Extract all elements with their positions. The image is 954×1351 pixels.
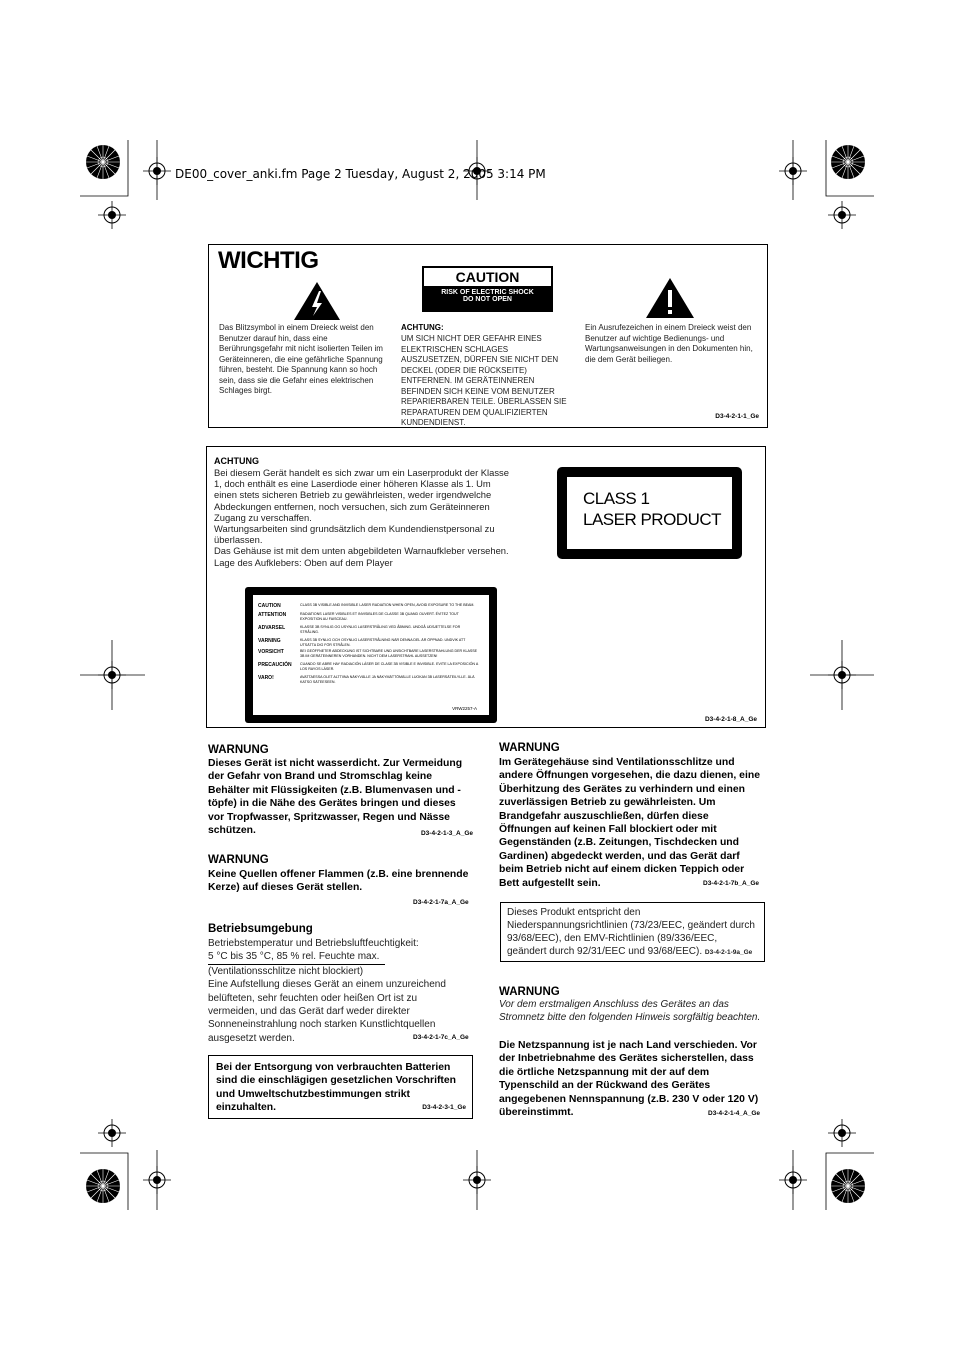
caution-label-sub1: RISK OF ELECTRIC SHOCK: [441, 289, 534, 296]
warnung-3-heading: WARNUNG: [499, 742, 560, 754]
warnung-1-code: D3-4-2-1-3_A_Ge: [420, 830, 473, 838]
warnung-3-code: D3-4-2-1-7b_A_Ge: [703, 880, 759, 887]
battery-box: [208, 1055, 473, 1119]
warnung-2-text: Keine Quellen offener Flammen (z.B. eine brennende Kerze) auf dieses Gerät stellen.: [208, 869, 469, 894]
class1-label: [557, 467, 742, 559]
star-mark-top-right: [831, 145, 865, 179]
lightning-explanation: Das Blitzsymbol in einem Dreieck weist den Benutzer darauf hin, dass eine Berührungsgefahr mit nicht isolierten Teilen im Geräteinneren, die eine gefährliche Spannung führen, besteht. Die Spannung kann so hoch sein, dass sie die Gefahr eines elektrischen Schlages birgt.: [219, 323, 383, 395]
warnung-2-heading: WARNUNG: [208, 854, 269, 866]
sticker-line: RADIATIONS LASER VISIBLES ET INVISIBLES DE CLASSE 3B QUAND OUVERT. ÉVITEZ TOUT EXPOSITION AU FAISCEAU.: [300, 612, 459, 621]
star-mark-top-left: [86, 145, 120, 179]
ec-code: D3-4-2-1-9a_Ge: [704, 949, 753, 956]
class1-line1: CLASS 1: [583, 489, 650, 508]
laser-text-4: Lage des Aufklebers: Oben auf dem Player: [214, 556, 393, 568]
ec-text: [507, 906, 759, 959]
sticker-line: KLASS 3B SYNLIG OCH OSYNLIG LASERSTRÅLNING NÄR DENNA DEL ÄR ÖPPNAD. UNDVIK ATT UTSÄTTA DIG FÖR STRÅLEN.: [300, 638, 466, 647]
warnung-1-body: Dieses Gerät ist nicht wasserdicht. Zur Vermeidung der Gefahr von Brand und Stromschlag keine Behälter mit Flüssigkeiten (z.B. Blumenvasen und -töpfe) in die Nähe des Gerätes bringen und dieses vor Tropfwasser, Spritzwasser, Regen und Nässe schützen.: [208, 758, 463, 837]
env-line-3: (Ventilationsschlitze nicht blockiert): [208, 965, 364, 977]
warnung-2-code: D3-4-2-1-7a_A_Ge: [413, 899, 469, 906]
warning-sticker: [245, 587, 497, 723]
exclamation-explanation: Ein Ausrufezeichen in einem Dreieck weist den Benutzer auf wichtige Bedienungs- und Wartungsanweisungen in den Dokumenten hin, die dem Gerät beiliegen.: [585, 323, 753, 364]
laser-code: D3-4-2-1-8_A_Ge: [704, 716, 757, 723]
warnung-4-italic: Vor dem erstmaligen Anschluss des Gerätes an das Stromnetz bitte den folgenden Hinweis sorgfältig beachten.: [499, 999, 761, 1023]
star-mark-bottom-left: [86, 1169, 120, 1203]
sticker-line: BEI GEÖFFNETER ABDECKUNG IST SICHTBARE UND UNSICHTBARE LASERSTRAHLUNG DER KLASSE 3B IM GERÄTEINNEREN VORHANDEN. NICHT DEM LASERSTRAHL AUSSETZEN!: [300, 649, 478, 658]
caution-label-sub2: DO NOT OPEN: [462, 296, 512, 303]
env-code: D3-4-2-1-7c_A_Ge: [413, 1034, 469, 1041]
sticker-word: CAUTION: [258, 603, 281, 609]
file-header: DE00_cover_anki.fm Page 2 Tuesday, August 2, 2005 3:14 PM: [175, 167, 546, 181]
warnung-1-heading: WARNUNG: [208, 744, 269, 756]
caution-label-title: CAUTION: [424, 268, 551, 286]
sticker-word: ADVARSEL: [258, 625, 286, 631]
warnung-4-code: D3-4-2-1-4_A_Ge: [708, 1110, 761, 1117]
env-line-2: 5 °C bis 35 °C, 85 % rel. Feuchte max.: [208, 950, 385, 964]
sticker-word: VARO!: [258, 675, 274, 681]
warnung-4-heading: WARNUNG: [499, 986, 560, 998]
sticker-word: VORSICHT: [258, 649, 284, 655]
sticker-line: KLASSE 3B SYNLIG OG USYNLIG LASERSTRÅLING VED ÅBNING. UNDGÅ UDSÆTTELSE FOR STRÅLING.: [300, 625, 461, 634]
sticker-word: PRECAUCIÓN: [258, 662, 292, 668]
sticker-line: CLASS 3B VISIBLE AND INVISIBLE LASER RADIATION WHEN OPEN, AVOID EXPOSURE TO THE BEAM.: [300, 603, 475, 607]
ec-text-body: Dieses Produkt entspricht den Niederspannungsrichtlinien (73/23/EEC, geändert durch 93/68/EEC), den EMV-Richtlinien (89/336/EEC, geändert durch 92/31/EEC und 93/68/EEC).: [507, 907, 755, 957]
sticker-word: VARNING: [258, 638, 281, 644]
sticker-code: VRW2257-A: [452, 706, 477, 711]
class1-line2: LASER PRODUCT: [583, 510, 722, 529]
warnung-1-text: [208, 757, 473, 840]
laser-text-2: Wartungsarbeiten sind grundsätzlich dem Kundendienstpersonal zu überlassen.: [214, 523, 495, 546]
achtung-heading: ACHTUNG:: [401, 323, 444, 332]
warnung-4-text: Die Netzspannung ist je nach Land verschieden. Vor der Inbetriebnahme des Gerätes sicherstellen, dass die örtliche Netzspannung mit der auf dem Typenschild an der Rückwand des Gerätes angegebenen Nennspannung (z.B. 230 V oder 120 V) übereinstimmt.: [499, 1040, 759, 1119]
sticker-line: CUANDO SE ABRE HAY RADIACIÓN LÁSER DE CLASE 3B VISIBLE E INVISIBLE. EVITE LA EXPOSICIÓN A LOS RAYOS LÁSER.: [300, 662, 479, 671]
battery-text: Bei der Entsorgung von verbrauchten Batterien sind die einschlägigen gesetzlichen Vorschriften und Umweltschutzbestimmungen strikt einzuhalten.: [216, 1062, 457, 1114]
laser-text-3: Das Gehäuse ist mit dem unten abgebildeten Warnaufkleber versehen.: [214, 545, 509, 557]
star-mark-bottom-right: [831, 1169, 865, 1203]
achtung-text: UM SICH NICHT DER GEFAHR EINES ELEKTRISCHEN SCHLAGES AUSZUSETZEN, DÜRFEN SIE NICHT DEN DECKEL (ODER DIE RÜCKSEITE) ENTFERNEN. IM GERÄTEINNEREN BEFINDEN SICH KEINE VOM BENUTZER REPARIERBAREN TEILE. ÜBERLASSEN SIE REPARATUREN DEM QUALIFIZIERTEN KUNDENDIENST.: [401, 334, 567, 427]
ec-box: [500, 902, 765, 962]
caution-label: [422, 266, 553, 312]
sticker-word: ATTENTION: [258, 612, 287, 618]
env-block: [208, 937, 473, 1045]
env-line-1: Betriebstemperatur und Betriebsluftfeuchtigkeit:: [208, 938, 419, 949]
wichtig-code: D3-4-2-1-1_Ge: [715, 413, 759, 420]
env-text: Eine Aufstellung dieses Gerät an einem unzureichend belüfteten, sehr feuchten oder heißen Ort ist zu vermeiden, und das Gerät darf weder direkter Sonneneinstrahlung noch starken Kunstlichtquellen ausgesetzt werden.: [208, 979, 446, 1044]
wichtig-box: [208, 244, 768, 428]
laser-text-block: [214, 467, 514, 568]
warnung-3-text: Im Gerätegehäuse sind Ventilationsschlitze und andere Öffnungen vorgesehen, die dazu dienen, eine Überhitzung des Gerätes zu verhindern und einen zuverlässigen Betrieb zu gewährleisten. Um Brandgefahr auszuschließen, dürfen diese Öffnungen auf keinen Fall blockiert oder mit Gegenständen (z.B. Zeitungen, Tischdecken und Gardinen) abgedeckt werden, und das Gerät darf beim Betrieb nicht auf einem dicken Teppich oder Bett aufgestellt sein.: [499, 757, 760, 889]
exclamation-warning-icon: [645, 277, 695, 319]
wichtig-title: WICHTIG: [218, 247, 319, 274]
laser-text: Bei diesem Gerät handelt es sich zwar um ein Laserprodukt der Klasse 1, doch enthält es eine Laserdiode einer höheren Klasse als 1. Um einen stets sicheren Betrieb zu gewährleisten, weder irgendwelche Abdeckungen entfernen, noch versuchen, sich zum Geräteinneren Zugang zu verschaffen.: [214, 467, 509, 523]
battery-code: D3-4-2-3-1_Ge: [422, 1104, 466, 1111]
lightning-warning-icon: [293, 281, 341, 321]
laser-heading: ACHTUNG: [214, 456, 259, 466]
env-heading: Betriebsumgebung: [208, 923, 313, 935]
laser-box: [206, 446, 766, 728]
sticker-line: AVATTAESSA OLET ALTTIINA NÄKYVÄLLE JA NÄKYMÄTTÖMÄLLE LUOKAN 3B LASERSÄTEILYLLE. ÄLÄ KATSO SÄTEESEEN.: [300, 675, 475, 684]
